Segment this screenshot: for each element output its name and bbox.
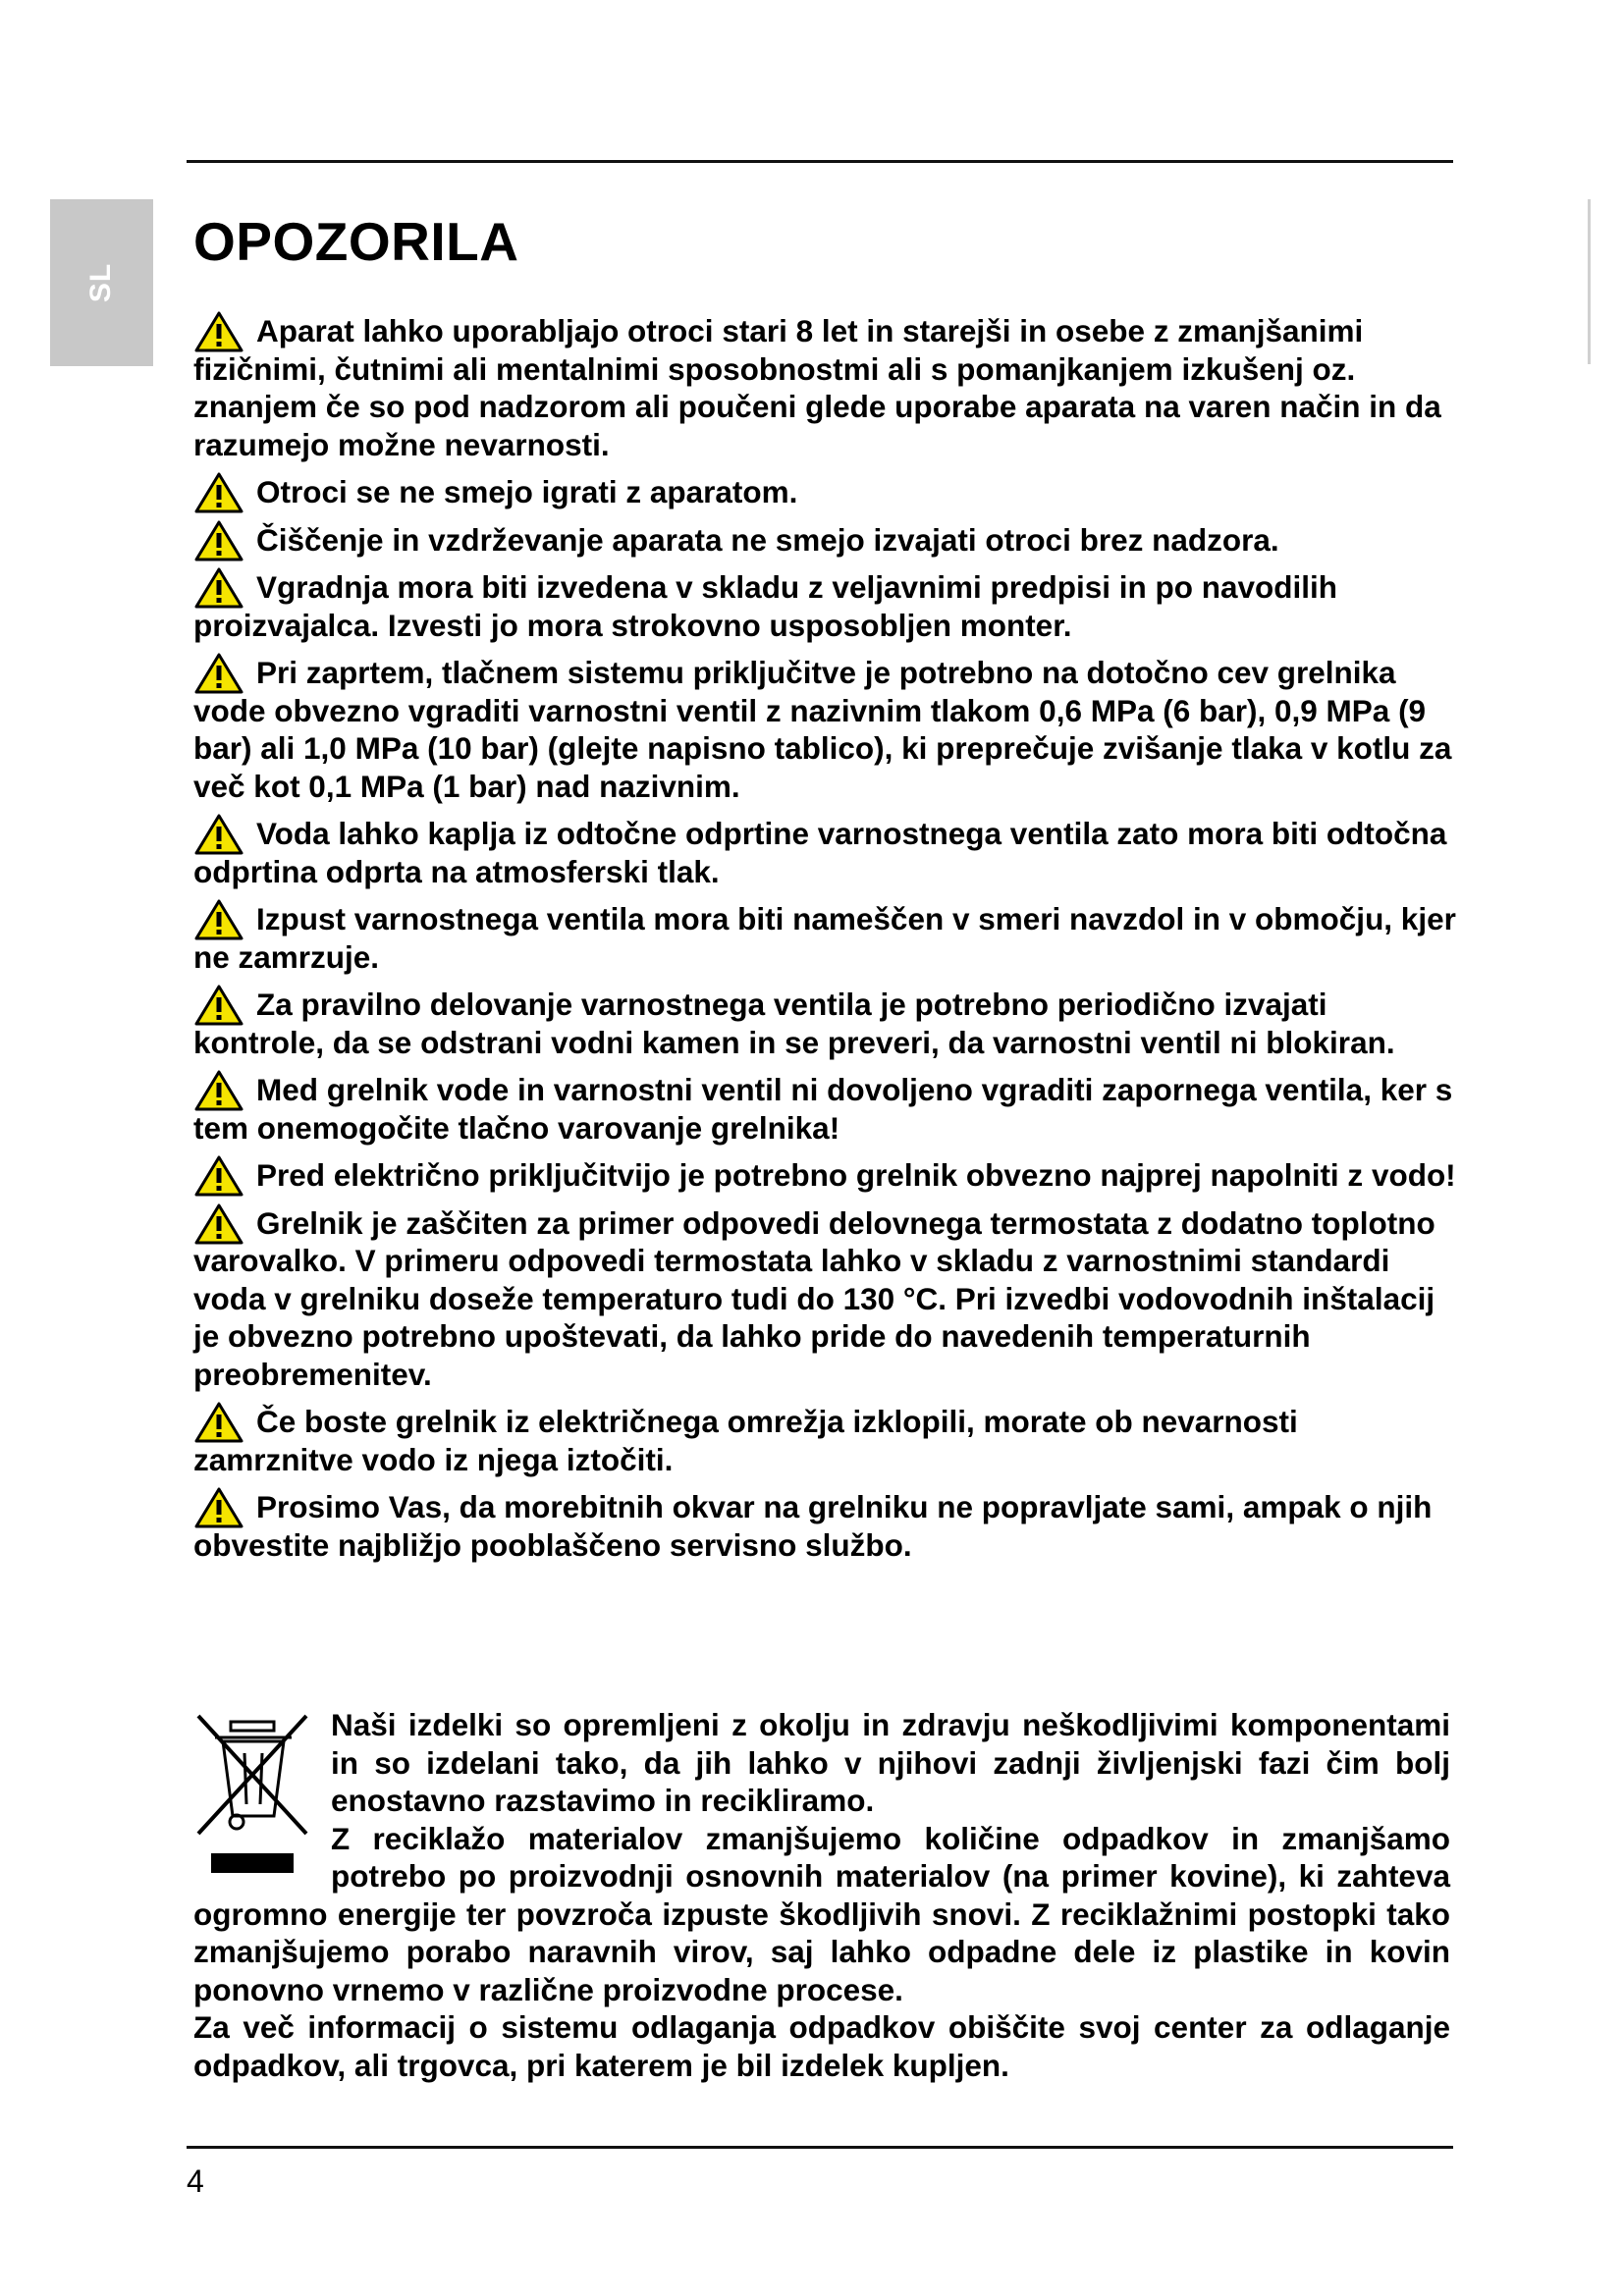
warning-triangle-icon — [193, 471, 244, 514]
recycling-section — [193, 1706, 1450, 2084]
warning-item — [193, 1204, 1460, 1394]
top-rule — [187, 160, 1453, 163]
warning-item — [193, 473, 1460, 511]
warning-item — [193, 1156, 1460, 1195]
warnings-list — [193, 312, 1460, 1574]
warning-item — [193, 568, 1460, 644]
warning-item — [193, 986, 1460, 1061]
warning-text: Čiščenje in vzdrževanje aparata ne smejo izvajati otroci brez nadzora. — [256, 521, 1279, 558]
bottom-rule — [187, 2146, 1453, 2149]
warning-text: Prosimo Vas, da morebitnih okvar na grelniku ne popravljate sami, ampak o njih obvestite najbližjo pooblaščeno servisno službo. — [193, 1489, 1433, 1563]
crossed-out-wheelie-bin-icon — [193, 1708, 311, 1880]
warning-text: Otroci se ne smejo igrati z aparatom. — [256, 474, 798, 509]
warning-triangle-icon — [193, 1069, 244, 1112]
warning-triangle-icon — [193, 813, 244, 856]
warning-item — [193, 312, 1460, 463]
warning-triangle-icon — [193, 1486, 244, 1529]
warning-triangle-icon — [193, 566, 244, 610]
warning-text: Aparat lahko uporabljajo otroci stari 8 let in starejši in osebe z zmanjšanimi fizičnimi, čutnimi ali mentalnimi sposobnostmi ali s pomanjkanjem izkušenj oz. znanjem če so pod nadzorom ali poučeni glede uporabe aparata na varen način in da razumejo možne nevarnosti. — [193, 313, 1441, 462]
language-label: SL — [84, 262, 118, 303]
warning-item — [193, 815, 1460, 890]
warning-item — [193, 900, 1460, 976]
warning-item — [193, 1488, 1460, 1564]
edge-mark — [1588, 199, 1591, 364]
language-tab — [50, 199, 153, 366]
warning-triangle-icon — [193, 519, 244, 562]
warning-text: Izpust varnostnega ventila mora biti nameščen v smeri navzdol in v območju, kjer ne zamrzuje. — [193, 901, 1456, 975]
warning-item — [193, 521, 1460, 560]
warning-triangle-icon — [193, 1202, 244, 1246]
warning-text: Voda lahko kaplja iz odtočne odprtine varnostnega ventila zato mora biti odtočna odprtina odprta na atmosferski tlak. — [193, 816, 1447, 889]
warning-item — [193, 654, 1460, 805]
warning-triangle-icon — [193, 652, 244, 695]
warning-item — [193, 1403, 1460, 1478]
warning-triangle-icon — [193, 1401, 244, 1444]
recycling-paragraph: Z reciklažo materialov zmanjšujemo količine odpadkov in zmanjšamo potrebo po proizvodnji osnovnih materialov (na primer kovine), ki zahteva ogromno energije ter povzroča izpuste škodljivih snovi. Z reciklažnimi postopki tako zmanjšujemo porabo naravnih virov, saj lahko odpadne dele iz plastike in kovin ponovno vrnemo v različne proizvodne procese. — [193, 1820, 1450, 2007]
warning-item — [193, 1071, 1460, 1147]
recycling-paragraph: Naši izdelki so opremljeni z okolju in zdravju neškodljivimi komponentami in so izdelani tako, da jih lahko v njihovi zadnji življenjski fazi čim bolj enostavno razstavimo in recikliramo. — [331, 1707, 1450, 1818]
warning-text: Za pravilno delovanje varnostnega ventila je potrebno periodično izvajati kontrole, da se odstrani vodni kamen in se preveri, da varnostni ventil ni blokiran. — [193, 987, 1395, 1060]
warning-text: Pred električno priključitvijo je potrebno grelnik obvezno najprej napolniti z vodo! — [256, 1157, 1456, 1193]
recycling-paragraph: Za več informacij o sistemu odlaganja odpadkov obiščite svoj center za odlaganje odpadkov, ali trgovca, pri katerem je bil izdelek kupljen. — [193, 2009, 1450, 2083]
warning-triangle-icon — [193, 310, 244, 353]
warning-text: Vgradnja mora biti izvedena v skladu z veljavnimi predpisi in po navodilih proizvajalca. Izvesti jo mora strokovno usposobljen monter. — [193, 569, 1338, 643]
warning-text: Če boste grelnik iz električnega omrežja izklopili, morate ob nevarnosti zamrznitve vodo iz njega iztočiti. — [193, 1404, 1298, 1477]
warning-text: Grelnik je zaščiten za primer odpovedi delovnega termostata z dodatno toplotno varovalko. V primeru odpovedi termostata lahko v skladu z varnostnimi standardi voda v grelniku doseže temperaturo tudi do 130 °C. Pri izvedbi vodovodnih inštalacij je obvezno potrebno upoštevati, da lahko pride do navedenih temperaturnih preobremenitev. — [193, 1204, 1435, 1392]
warning-text: Med grelnik vode in varnostni ventil ni dovoljeno vgraditi zapornega ventila, ker s tem onemogočite tlačno varovanje grelnika! — [193, 1072, 1453, 1146]
page-title: OPOZORILA — [193, 211, 519, 272]
page-number: 4 — [187, 2163, 204, 2199]
warning-triangle-icon — [193, 984, 244, 1027]
warning-triangle-icon — [193, 898, 244, 941]
warning-text: Pri zaprtem, tlačnem sistemu priključitve je potrebno na dotočno cev grelnika vode obvezno vgraditi varnostni ventil z nazivnim tlakom 0,6 MPa (6 bar), 0,9 MPa (9 bar) ali 1,0 MPa (10 bar) (glejte napisno tablico), ki preprečuje zvišanje tlaka v kotlu za več kot 0,1 MPa (1 bar) nad nazivnim. — [193, 655, 1452, 804]
warning-triangle-icon — [193, 1154, 244, 1198]
